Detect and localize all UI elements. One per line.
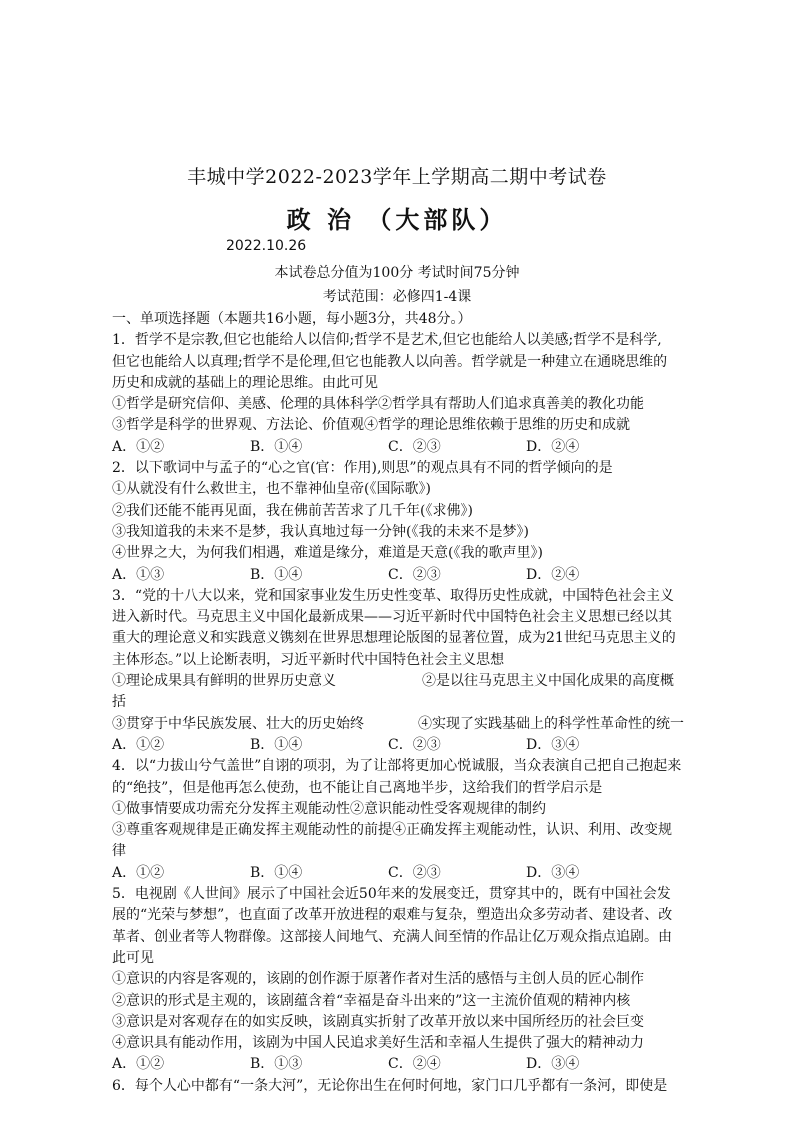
question-line: 2．以下歌词中与孟子的“心之官(官：作用),则思”的观点具有不同的哲学倾向的是 [112,460,613,477]
question-line: ③尊重客观规律是正确发挥主观能动性的前提④正确发挥主观能动性，认识、利用、改变规 [112,822,672,839]
question-line: 重大的理论意义和实践意义镌刻在世界思想理论版图的显著位置，成为21世纪马克思主义的 [112,630,676,647]
question-line: 5．电视剧《人世间》展示了中国社会近50年来的发展变迁，贯穿其中的，既有中国社会发 [112,886,671,903]
question-6 [112,1076,684,1097]
option-c: C．②③ [388,566,441,583]
option-d: D．③④ [526,736,580,753]
option-b: B．①③ [250,1056,303,1073]
option-a: A．①② [112,736,165,753]
questions-body [112,309,684,1097]
option-c: C．②③ [388,864,441,881]
answer-options [112,1054,684,1075]
question-line: 革者、创业者等人物群像。这部接人间地气、充满人间至情的作品让亿万观众指点追剧。由 [112,928,672,945]
question-line: 展的“光荣与梦想”，也直面了改革开放进程的艰难与复杂，塑造出众多劳动者、建设者、改 [112,907,673,924]
statement-2: ②是以往马克思主义中国化成果的高度概 [422,673,674,690]
option-d: D．②④ [526,438,580,455]
question-line: ①从就没有什么救世主，也不靠神仙皇帝(《国际歌》) [112,481,431,498]
question-line: 律 [112,843,126,860]
question-line: 6．每个人心中都有“一条大河”，无论你出生在何时何地，家门口几乎都有一条河，即使是 [112,1077,668,1094]
option-a: A．①② [112,438,165,455]
option-b: B．①④ [250,566,303,583]
option-c: C．②④ [388,1056,441,1073]
option-b: B．①④ [250,438,303,455]
statement-3: ③贯穿于中华民族发展、壮大的历史始终 [112,715,364,732]
question-line: ④意识具有能动作用，该剧为中国人民追求美好生活和幸福人生提供了强大的精神动力 [112,1035,644,1052]
question-line: ①意识的内容是客观的，该剧的创作源于原著作者对生活的感悟与主创人员的匠心制作 [112,971,644,988]
option-c: C．②③ [388,438,441,455]
question-line: 但它也能给人以真理;哲学不是伦理,但它也能教人以向善。哲学就是一种建立在通晓思维的 [112,353,668,370]
option-c: C．②③ [388,736,441,753]
exam-scope: 考试范围：必修四1-4课 [322,289,472,305]
answer-options [112,863,684,884]
question-line: 进入新时代。马克思主义中国化最新成果——习近平新时代中国特色社会主义思想已经以其 [112,609,672,626]
question-3 [112,586,684,756]
option-a: A．①② [112,864,165,881]
statement-4: ④实现了实践基础上的科学性革命性的统一 [418,715,684,732]
score-time-info: 本试卷总分值为100分 考试时间75分钟 [274,265,520,281]
question-line: ①做事情要成功需充分发挥主观能动性②意识能动性受客观规律的制约 [112,800,546,817]
question-4 [112,756,684,884]
question-line: 主体形态。”以上论断表明，习近平新时代中国特色社会主义思想 [112,651,505,668]
option-a: A．①③ [112,566,165,583]
option-d: D．③④ [526,1056,580,1073]
option-b: B．①④ [250,736,303,753]
question-line: ④世界之大，为何我们相遇，难道是缘分，难道是天意(《我的歌声里》) [112,545,543,562]
section-heading: 一、单项选择题（本题共16小题，每小题3分，共48分。） [112,311,472,327]
question-1 [112,330,684,458]
answer-options [112,735,684,756]
question-line: ③哲学是科学的世界观、方法论、价值观④哲学的理论思维依赖于思维的历史和成就 [112,417,630,434]
question-line: ①哲学是研究信仰、美感、伦理的具体科学②哲学具有帮助人们追求真善美的教化功能 [112,396,644,413]
question-line: 1．哲学不是宗教,但它也能给人以信仰;哲学不是艺术,但它也能给人以美感;哲学不是科学, [112,332,662,349]
question-2 [112,458,684,586]
question-line: 4．以“力拔山兮气盖世”自诩的项羽，为了让部将更加心悦诚服，当众表演自己把自己抱起来 [112,758,682,775]
statement-row [112,714,684,735]
option-d: D．③④ [526,864,580,881]
answer-options [112,437,684,458]
question-line: ③意识是对客观存在的如实反映，该剧真实折射了改革开放以来中国所经历的社会巨变 [112,1013,644,1030]
question-line: 的“绝技”，但是他再怎么使劲，也不能让自己离地半步，这给我们的哲学启示是 [112,779,603,796]
question-line: ②意识的形式是主观的，该剧蕴含着“幸福是奋斗出来的”这一主流价值观的精神内核 [112,992,631,1009]
question-line: 3．“党的十八大以来，党和国家事业发生历史性变革、取得历史性成就，中国特色社会主义 [112,587,675,604]
exam-date: 2022.10.26 [226,238,307,254]
option-a: A．①② [112,1056,165,1073]
exam-title: 丰城中学2022-2023学年上学期高二期中考试卷 [187,166,607,188]
question-line: ③我知道我的未来不是梦，我认真地过每一分钟(《我的未来不是梦》) [112,523,529,540]
option-d: D．②④ [526,566,580,583]
question-line: 历史和成就的基础上的理论思维。由此可见 [112,374,378,391]
statement-1: ①理论成果具有鲜明的世界历史意义 [112,673,336,690]
subject-title: 政 治 （大部队） [286,205,508,234]
answer-options [112,565,684,586]
question-line: ②我们还能不能再见面，我在佛前苦苦求了几千年(《求佛》) [112,502,473,519]
statement-row [112,671,684,692]
statement-2-continued: 括 [112,694,126,711]
question-5 [112,884,684,1076]
option-b: B．①④ [250,864,303,881]
question-line: 此可见 [112,949,154,966]
